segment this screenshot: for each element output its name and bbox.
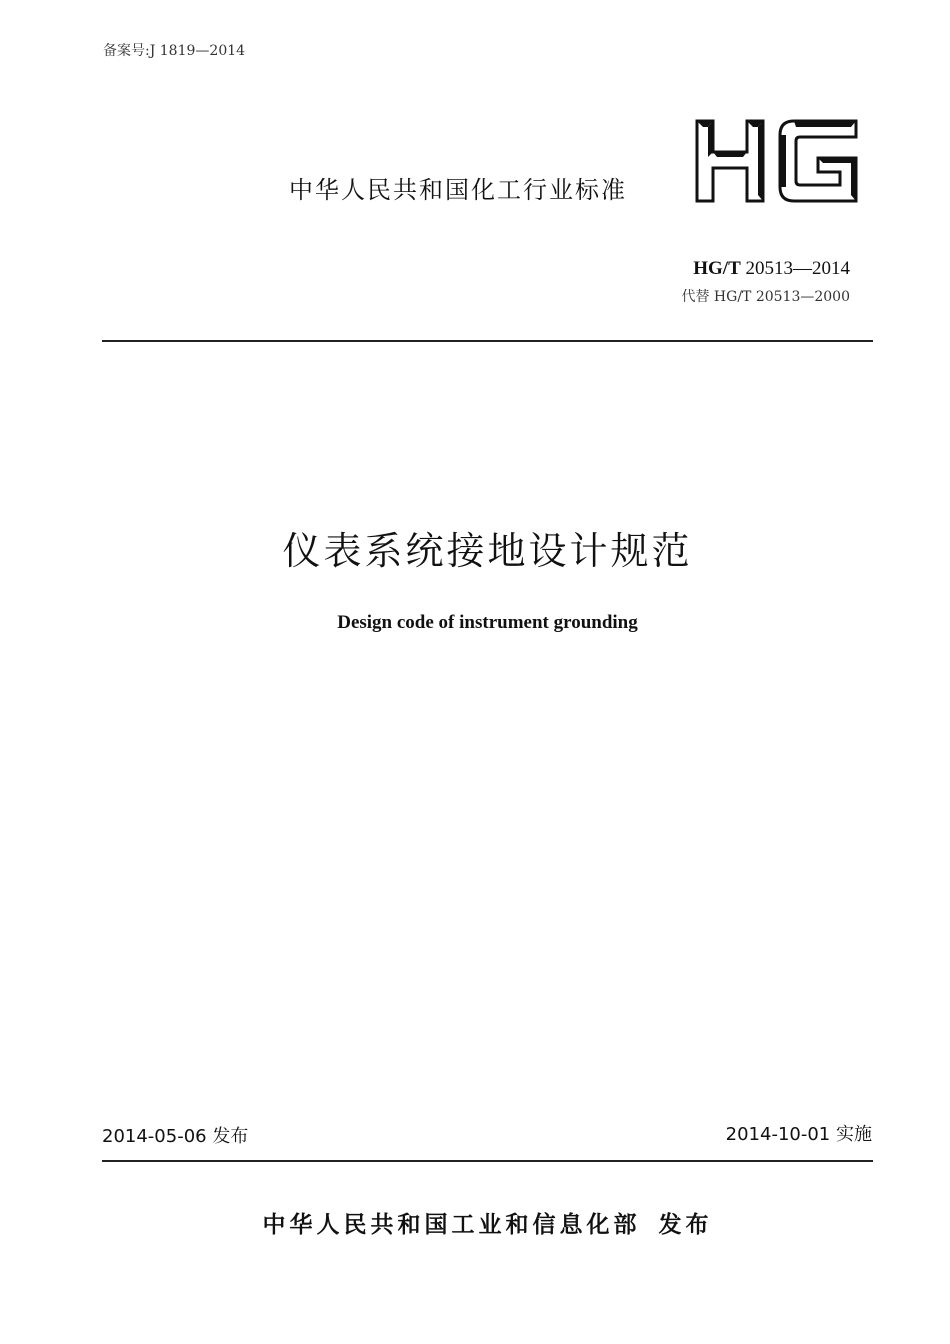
logo-letter-h [697, 121, 763, 201]
issue-date: 2014-05-06 发布 [102, 1126, 249, 1147]
record-number: 备案号:J 1819—2014 [103, 43, 246, 59]
standard-code [681, 258, 850, 280]
hg-logo [694, 118, 860, 204]
standard-code-number: 20513—2014 [740, 258, 850, 279]
title-chinese: 仪表系统接地设计规范 [282, 529, 693, 573]
standard-category: 中华人民共和国化工行业标准 [289, 176, 627, 204]
publisher-action: 发布 [658, 1212, 713, 1238]
replaces-note: 代替 HG/T 20513—2000 [681, 289, 850, 305]
bottom-divider [102, 1160, 873, 1162]
publisher-line [0, 1206, 950, 1239]
implementation-date: 2014-10-01 实施 [725, 1124, 872, 1145]
publisher-name: 中华人民共和国工业和信息化部 [262, 1212, 641, 1238]
top-divider [102, 340, 873, 342]
title-english: Design code of instrument grounding [337, 612, 638, 633]
standard-code-block [681, 258, 850, 306]
standard-code-prefix: HG/T [693, 258, 741, 279]
